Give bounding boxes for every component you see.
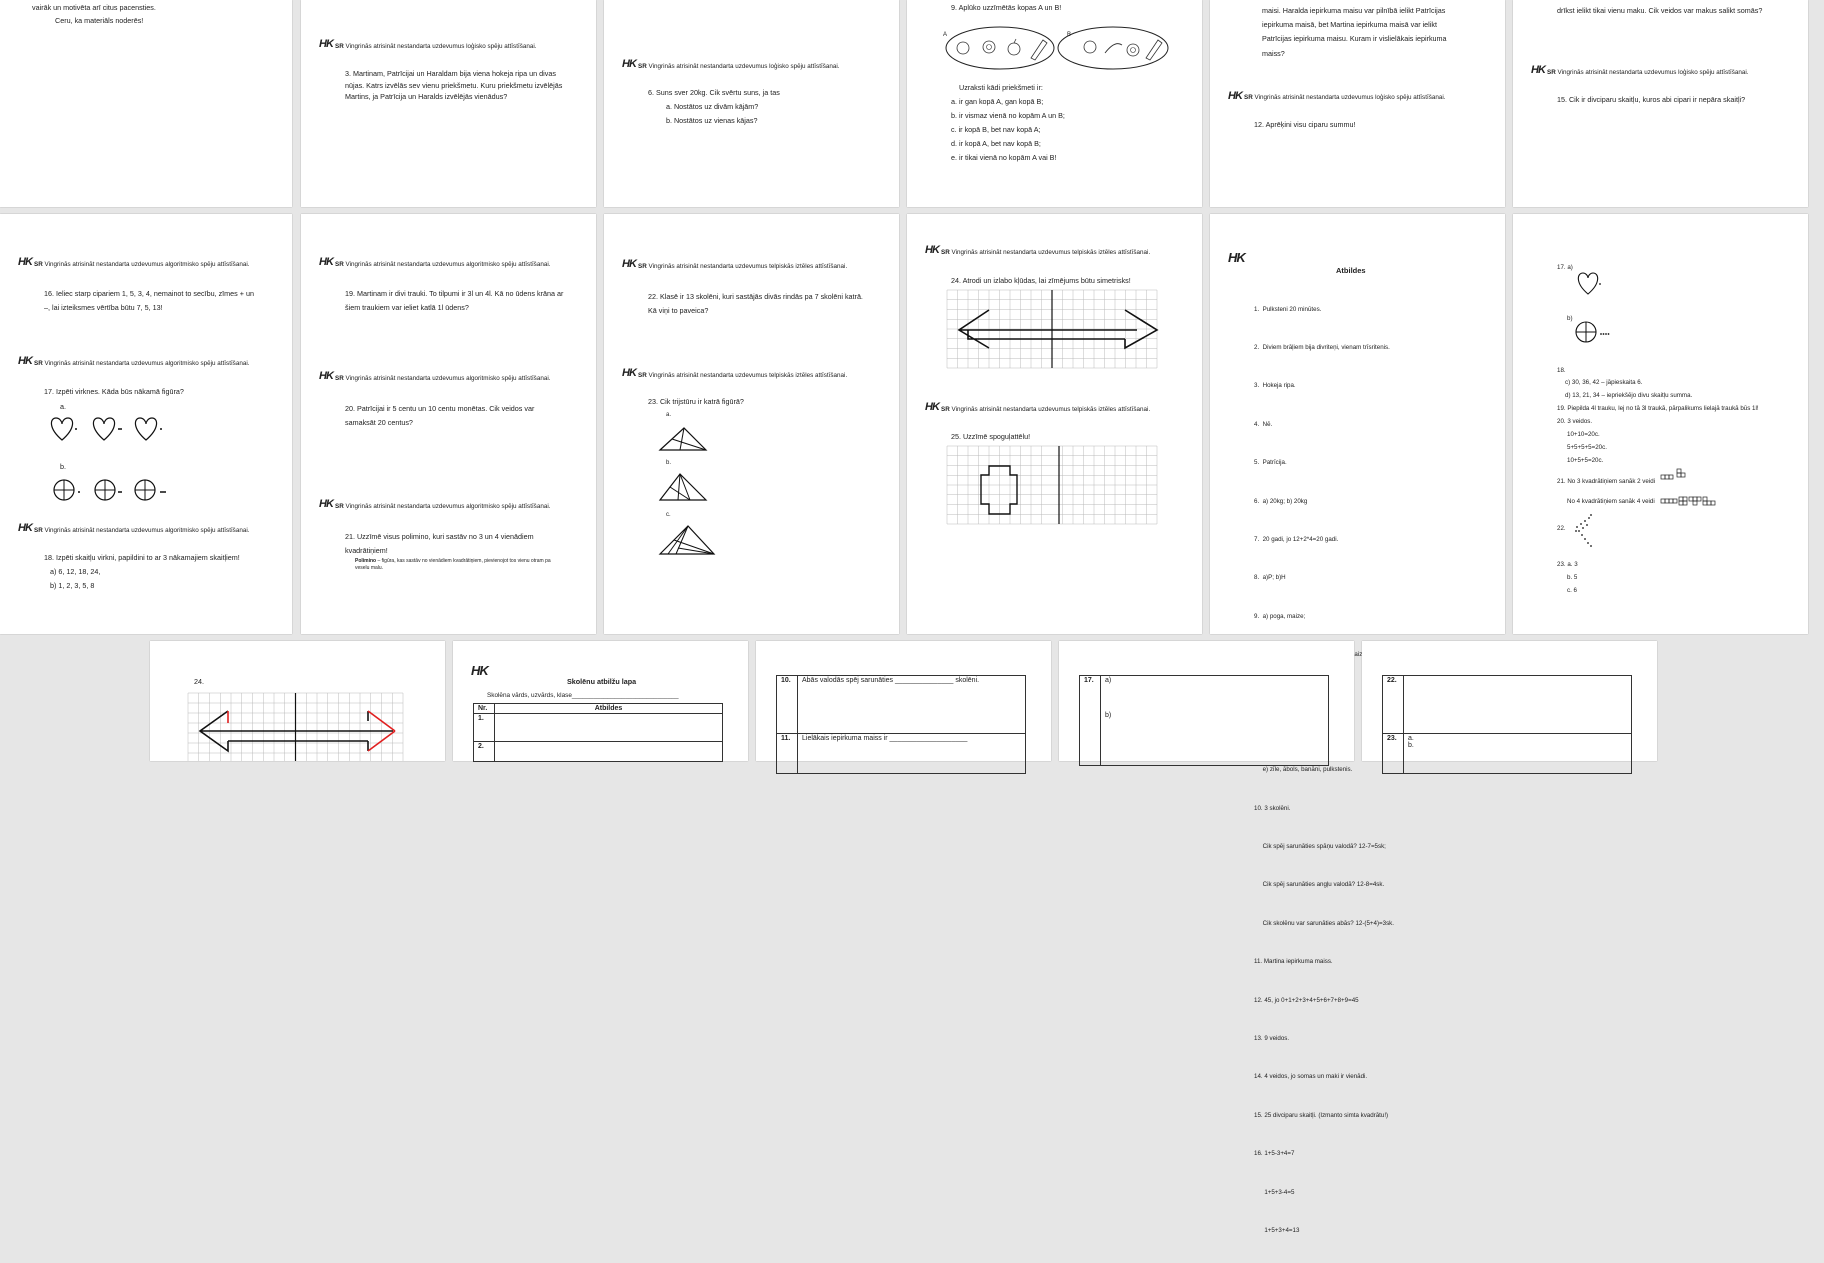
answer-17b: b) [1567,315,1573,322]
student-sheet-title: Skolēnu atbilžu lapa [567,677,637,686]
page-header: SR Vingrinās atrisināt nestandarta uzdevumus algoritmisko spēju attīstīšanai. [335,261,551,268]
col-answers: Atbildes [495,704,723,714]
answer-21-three: 21. No 3 kvadrātiņiem sanāk 2 veidi [1557,478,1656,485]
answer-line: 1+5+3-4=5 [1254,1188,1295,1196]
page-header: SR Vingrinās atrisināt nestandarta uzdevumus loģisko spēju attīstīšanai. [335,43,537,50]
hk-logo: HK [1531,64,1545,76]
hk-logo: HK [319,370,333,382]
question-11-line-4: maiss? [1262,49,1285,58]
answer-line: Cik skolēnu var sarunāties abās? 12-(5+4)=3sk. [1254,919,1394,927]
question-25: 25. Uzzīmē spoguļattēlu! [951,432,1031,441]
row-number: 10. [777,676,798,734]
answers-table [1079,675,1329,766]
page-7 [0,214,292,634]
answer-cell[interactable] [1404,676,1632,734]
question-6: 6. Suns sver 20kg. Cik svērtu suns, ja tas [648,88,780,97]
figure-a-label: a. [666,412,672,418]
circle-cross-sequence [0,472,292,512]
answer-cell[interactable]: Lielākais iepirkuma maiss ir ____________________ [798,734,1026,774]
answer-18c: c) 30, 36, 42 – jāpieskaita 6. [1565,379,1643,386]
answers-table [1382,675,1632,774]
symmetry-grid-24 [947,290,1157,368]
answer-line: 12. 45, jo 0+1+2+3+4+5+6+7+8+9=45 [1254,996,1359,1004]
page-3 [604,0,899,207]
intro-line-2: Ceru, ka materiāls noderēs! [55,16,144,25]
page-header: SR Vingrinās atrisināt nestandarta uzdevumus telpiskās iztēles attīstīšanai. [941,406,1151,413]
hk-logo: HK [471,663,488,678]
figure-b-label: b. [666,460,672,466]
answer-20-way-3: 10+5+5=20c. [1567,457,1604,464]
answer-option-d: d. ir kopā A, bet nav kopā B; [951,139,1041,148]
page-12-answers [1513,214,1808,634]
hk-logo: HK [1228,90,1242,102]
answer-option-b: b. ir vismaz vienā no kopām A un B; [951,111,1065,120]
page-4 [907,0,1202,207]
answer-20: 20. 3 veidos. [1557,418,1593,425]
answer-line: 6. a) 20kg; b) 20kg [1254,497,1308,505]
polimino-note: Polimino – figūra, kas sastāv no vienādiem kvadrātiņiem, pievienojot tos vienu otram pa veselu malu. [355,558,551,571]
page-header: SR Vingrinās atrisināt nestandarta uzdevumus telpiskās iztēles attīstīšanai. [638,372,848,379]
answer-23a-label: a. [1408,735,1414,742]
answer-23b-label: b. [1408,742,1414,749]
page-header: SR Vingrinās atrisināt nestandarta uzdevumus algoritmisko spēju attīstīšanai. [335,503,551,510]
hk-logo: HK [18,355,32,367]
question-21: 21. Uzzīmē visus polimino, kuri sastāv no 3 un 4 vienādiem kvadrātiņiem! [345,532,534,555]
intro-line-1: vairāk un motivēta arī citus pacensties. [32,3,156,12]
row-number: 23. [1383,734,1404,774]
question-16: 16. Ieliec starp cipariem 1, 5, 3, 4, nemainot to secību, zīmes + un –, lai izteiksmes vērtība būtu 7, 5, 13! [44,289,254,312]
answer-line: Cik spēj sarunāties spāņu valodā? 12-7=5sk; [1254,843,1386,851]
answer-line: 14. 4 veidos, jo somas un maki ir vienādi. [1254,1073,1368,1081]
hk-logo: HK [1228,250,1245,265]
circle-cross-answer-icon [1573,318,1617,348]
question-17b: b. [60,462,66,471]
hk-logo: HK [319,498,333,510]
question-17a: a. [60,402,66,411]
page-header: SR Vingrinās atrisināt nestandarta uzdevumus loģisko spēju attīstīšanai. [1547,69,1749,76]
row-number: 1. [474,714,495,742]
answers-table [776,675,1026,774]
answer-21-four: No 4 kvadrātiņiem sanāk 4 veidi [1567,498,1655,505]
page-header: SR Vingrinās atrisināt nestandarta uzdevumus algoritmisko spēju attīstīšanai. [34,360,250,367]
answer-18: 18. [1557,367,1566,374]
page-15-student-sheet [756,641,1051,761]
row-number: 22. [1383,676,1404,734]
answer-line: 13. 9 veidos. [1254,1035,1290,1043]
question-9-task: Uzraksti kādi priekšmeti ir: [959,83,1043,92]
answer-cell[interactable]: Abās valodās spēj sarunāties _______________ skolēni. [798,676,1026,734]
set-a-label: A [943,32,948,38]
hk-logo: HK [319,38,333,50]
answer-24-number: 24. [194,677,204,686]
answer-22: 22. [1557,525,1566,532]
answer-line: e) zīle, ābols, banāni, pulkstenis. [1254,766,1353,774]
answer-23a: 23. a. 3 [1557,561,1578,568]
answer-17a: 17. a) [1557,264,1573,271]
row-number: 17. [1080,676,1101,766]
hk-logo: HK [925,401,939,413]
page-13 [150,641,445,761]
hk-logo: HK [925,244,939,256]
question-6b: b. Nostātos uz vienas kājas? [666,116,758,125]
question-11-line-1: maisi. Haralda iepirkuma maisu var pilnībā ielikt Patrīcijas [1262,6,1446,15]
answer-line: 9. a) poga, maize; [1254,612,1306,620]
answer-line: maize, [1349,651,1368,659]
figure-c-label: c. [666,512,671,518]
page-16-student-sheet [1059,641,1354,761]
answer-line: 5. Patrīcija. [1254,459,1287,467]
page-11-answers [1210,214,1505,1234]
page-2 [301,0,596,207]
answer-cell[interactable] [1101,676,1329,766]
question-22: 22. Klasē ir 13 skolēni, kuri sastājās divās rindās pa 7 skolēni katrā. Kā viņi to paveica? [648,292,863,315]
hk-logo: HK [18,256,32,268]
triangle-figures [604,414,899,574]
question-17: 17. Izpēti virknes. Kāda būs nākamā figūra? [44,387,184,396]
answer-cell[interactable] [1404,734,1632,774]
answer-line: 2. Diviem brāļiem bija divriteņi, vienam trīsritenis. [1254,343,1390,351]
question-18a: a) 6, 12, 18, 24, [50,567,101,576]
sets-figure [907,0,1202,80]
answer-17b-label: b) [1105,712,1112,719]
answer-option-c: c. ir kopā B, bet nav kopā A; [951,125,1041,134]
question-9: 9. Aplūko uzzīmētās kopas A un B! [951,3,1062,12]
row-number: 11. [777,734,798,774]
hk-logo: HK [18,522,32,534]
answer-cell[interactable] [495,714,723,742]
answer-option-a: a. ir gan kopā A, gan kopā B; [951,97,1044,106]
page-header: SR Vingrinās atrisināt nestandarta uzdevumus loģisko spēju attīstīšanai. [1244,94,1446,101]
answer-20-way-2: 5+5+5+5=20c. [1567,444,1607,451]
page-header: SR Vingrinās atrisināt nestandarta uzdevumus algoritmisko spēju attīstīšanai. [34,261,250,268]
polimino-answer-shapes [1661,469,1717,519]
question-11-line-2: iepirkuma maisā, bet Martina iepirkuma maisā var ielikt [1262,20,1437,29]
answer-line: 8. a)P; b)H [1254,574,1286,582]
page-header: SR Vingrinās atrisināt nestandarta uzdevumus telpiskās iztēles attīstīšanai. [638,263,848,270]
heart-sequence [0,414,292,454]
page-10 [907,214,1202,634]
page-header: SR Vingrinās atrisināt nestandarta uzdevumus algoritmisko spēju attīstīšanai. [335,375,551,382]
question-19: 19. Martinam ir divi trauki. To tilpumi ir 3l un 4l. Kā no ūdens krāna ar šiem traukiem var ieliet katlā 1l ūdens? [345,289,564,312]
question-23: 23. Cik trijstūru ir katrā figūrā? [648,397,744,406]
answer-line: 11. Martina iepirkuma maiss. [1254,958,1333,966]
page-1 [0,0,292,207]
answer-line: Cik spēj sarunāties angļu valodā? 12-8=4sk. [1254,881,1385,889]
answer-18d: d) 13, 21, 34 – iepriekšējo divu skaitļu summa. [1565,392,1693,399]
answer-line: 1. Pulksteni 20 minūtes. [1254,305,1322,313]
hk-logo: HK [622,367,636,379]
set-b-label: B [1067,32,1072,38]
answer-line: 1+5+3+4=13 [1254,1226,1300,1234]
col-nr: Nr. [474,704,495,714]
page-header: SR Vingrinās atrisināt nestandarta uzdevumus loģisko spēju attīstīšanai. [638,63,840,70]
answer-17a-label: a) [1105,677,1112,684]
question-12: 12. Aprēķini visu ciparu summu! [1254,120,1356,129]
answers-list [1254,278,1394,1263]
answer-line: 3. Hokeja ripa. [1254,382,1296,390]
answer-22-dots [1573,514,1613,554]
answer-line: 15. 25 divciparu skaitļi. (Izmanto simta kvadrātu!) [1254,1111,1389,1119]
page-17-student-sheet [1362,641,1657,761]
hk-logo: HK [622,258,636,270]
question-18b: b) 1, 2, 3, 5, 8 [50,581,95,590]
page-header: SR Vingrinās atrisināt nestandarta uzdevumus algoritmisko spēju attīstīšanai. [34,527,250,534]
question-3: 3. Martinam, Patrīcijai un Haraldam bija viena hokeja ripa un divas nūjas. Katrs izvēlās sev vienu priekšmetu. Kuru priekšmetu izvēlējās Martins, ja Patrīcija un Haralds izvēlējās vienādus? [345,69,563,101]
answers-title: Atbildes [1336,266,1366,275]
page-8 [301,214,596,634]
question-6a: a. Nostātos uz divām kājām? [666,102,759,111]
page-header: SR Vingrinās atrisināt nestandarta uzdevumus telpiskās iztēles attīstīšanai. [941,249,1151,256]
symmetry-answer-grid [188,693,403,761]
page-9 [604,214,899,634]
question-20: 20. Patrīcijai ir 5 centu un 10 centu monētas. Cik veidos var samaksāt 20 centus? [345,404,535,427]
student-name-line[interactable]: Skolēna vārds, uzvārds, klase______________________________ [487,692,679,699]
mirror-grid-25 [947,446,1157,524]
heart-answer-icon [1573,270,1603,300]
answer-23b: b. 5 [1567,574,1578,581]
answer-line: 16. 1+5-3+4=7 [1254,1150,1295,1158]
answer-20-way-1: 10+10=20c. [1567,431,1600,438]
question-18: 18. Izpēti skaitļu virkni, papildini to ar 3 nākamajiem skaitļiem! [44,553,240,562]
answer-cell[interactable] [495,742,723,762]
answer-option-e: e. ir tikai vienā no kopām A vai B! [951,153,1057,162]
page-14-student-sheet [453,641,748,761]
hk-logo: HK [622,58,636,70]
answer-line: 7. 20 gadi, jo 12+2*4=20 gadi. [1254,535,1339,543]
page-5 [1210,0,1505,207]
answer-line: 4. Nē. [1254,420,1273,428]
page-6 [1513,0,1808,207]
answer-line: 10. 3 skolēni. [1254,804,1291,812]
answer-19: 19. Piepilda 4l trauku, lej no tā 3l traukā, pārpalikums lielajā traukā būs 1l! [1557,405,1759,412]
question-15: 15. Cik ir divciparu skaitļu, kuros abi cipari ir nepāra skaitļi? [1557,95,1746,104]
question-24: 24. Atrodi un izlabo kļūdas, lai zīmējums būtu simetrisks! [951,276,1131,285]
answer-23c: c. 6 [1567,587,1577,594]
question-11-line-3: Patrīcijas iepirkuma maisu. Kuram ir vislielākais iepirkuma [1262,34,1447,43]
answers-table [473,703,723,762]
question-14-line: drīkst ielikt tikai vienu maku. Cik veidos var makus salikt somās? [1557,6,1763,15]
row-number: 2. [474,742,495,762]
hk-logo: HK [319,256,333,268]
